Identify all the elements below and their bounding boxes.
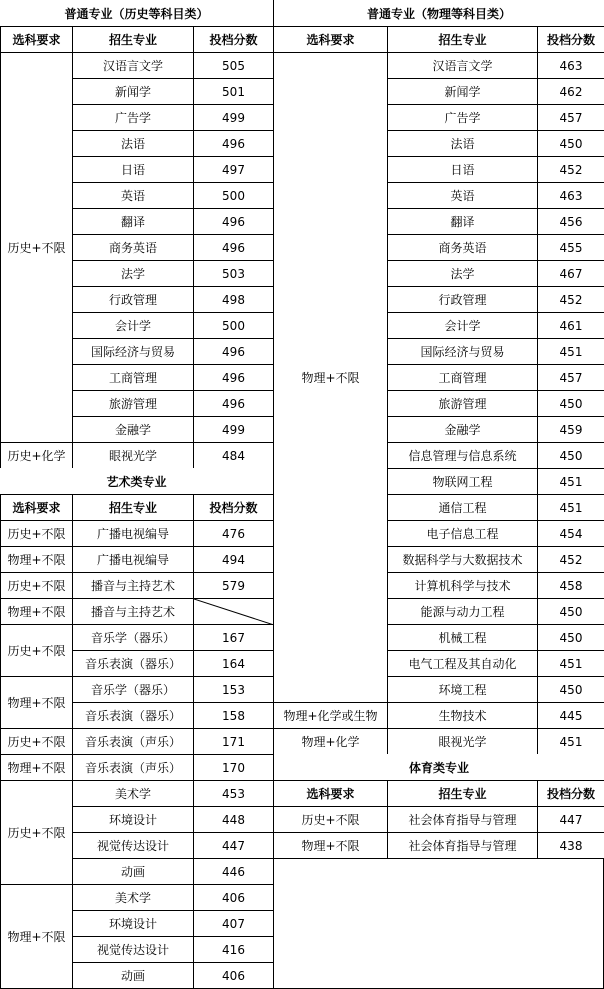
- physics-score-cell: 452: [537, 286, 604, 313]
- art-major-cell: 环境设计: [72, 806, 194, 833]
- art-requirement-cell: 历史+不限: [0, 572, 73, 599]
- art-requirement-cell: 历史+不限: [0, 520, 73, 547]
- art-score-cell: 158: [193, 702, 274, 729]
- physics-score-cell: 451: [537, 650, 604, 677]
- history-header-major: 招生专业: [72, 26, 194, 53]
- sports-header-score: 投档分数: [537, 780, 604, 807]
- physics-major-cell: 金融学: [387, 416, 538, 443]
- art-score-cell: 447: [193, 832, 274, 859]
- history-major-cell: 翻译: [72, 208, 194, 235]
- history-score-cell: 505: [193, 52, 274, 79]
- art-major-cell: 美术学: [72, 884, 194, 911]
- art-major-cell: 动画: [72, 858, 194, 885]
- history-score-cell: 496: [193, 338, 274, 365]
- art-major-cell: 音乐学（器乐）: [72, 624, 194, 651]
- physics-score-cell: 458: [537, 572, 604, 599]
- physics-major-cell: 信息管理与信息系统: [387, 442, 538, 469]
- art-major-cell: 视觉传达设计: [72, 832, 194, 859]
- art-requirement-cell: 历史+不限: [0, 624, 73, 677]
- physics-major-cell: 旅游管理: [387, 390, 538, 417]
- art-major-cell: 音乐表演（声乐）: [72, 728, 194, 755]
- art-requirement-cell: 物理+不限: [0, 884, 73, 989]
- physics-major-cell: 电气工程及其自动化: [387, 650, 538, 677]
- art-score-cell: 153: [193, 676, 274, 703]
- physics-major-cell: 工商管理: [387, 364, 538, 391]
- history-requirement-cell: 历史+不限: [0, 52, 73, 443]
- sports-table-title: 体育类专业: [274, 754, 604, 780]
- physics-score-cell: 455: [537, 234, 604, 261]
- history-score-cell: 499: [193, 104, 274, 131]
- art-score-cell: 407: [193, 910, 274, 937]
- art-requirement-cell: 历史+不限: [0, 728, 73, 755]
- physics-score-cell: 461: [537, 312, 604, 339]
- history-score-cell: 503: [193, 260, 274, 287]
- sports-score-cell: 447: [537, 806, 604, 833]
- art-major-cell: 音乐表演（器乐）: [72, 702, 194, 729]
- history-major-cell: 广告学: [72, 104, 194, 131]
- physics-major-cell: 计算机科学与技术: [387, 572, 538, 599]
- physics-header-requirement: 选科要求: [273, 26, 388, 53]
- history-score-cell: 500: [193, 312, 274, 339]
- sports-header-major: 招生专业: [387, 780, 538, 807]
- history-score-cell: 498: [193, 286, 274, 313]
- physics-score-cell: 463: [537, 52, 604, 79]
- physics-score-cell: 454: [537, 520, 604, 547]
- physics-major-cell: 广告学: [387, 104, 538, 131]
- history-major-cell: 眼视光学: [72, 442, 194, 469]
- physics-header-score: 投档分数: [537, 26, 604, 53]
- history-major-cell: 法学: [72, 260, 194, 287]
- history-score-cell: 499: [193, 416, 274, 443]
- art-header-score: 投档分数: [193, 494, 274, 521]
- art-major-cell: 播音与主持艺术: [72, 572, 194, 599]
- physics-score-cell: 450: [537, 390, 604, 417]
- art-major-cell: 音乐表演（声乐）: [72, 754, 194, 781]
- art-table-title: 艺术类专业: [0, 468, 273, 494]
- history-score-cell: 500: [193, 182, 274, 209]
- physics-score-cell: 445: [537, 702, 604, 729]
- physics-score-cell: 456: [537, 208, 604, 235]
- physics-major-cell: 能源与动力工程: [387, 598, 538, 625]
- physics-score-cell: 462: [537, 78, 604, 105]
- history-score-cell: 501: [193, 78, 274, 105]
- history-major-cell: 国际经济与贸易: [72, 338, 194, 365]
- history-requirement-cell: 历史+化学: [0, 442, 73, 469]
- physics-major-cell: 眼视光学: [387, 728, 538, 755]
- physics-requirement-cell: 物理+化学或生物: [273, 702, 388, 729]
- art-major-cell: 视觉传达设计: [72, 936, 194, 963]
- physics-major-cell: 新闻学: [387, 78, 538, 105]
- art-header-requirement: 选科要求: [0, 494, 73, 521]
- art-score-cell: 446: [193, 858, 274, 885]
- art-major-cell: 动画: [72, 962, 194, 989]
- physics-major-cell: 物联网工程: [387, 468, 538, 495]
- history-score-cell: 496: [193, 130, 274, 157]
- art-score-cell: 167: [193, 624, 274, 651]
- history-major-cell: 汉语言文学: [72, 52, 194, 79]
- art-requirement-cell: 物理+不限: [0, 676, 73, 729]
- history-score-cell: 484: [193, 442, 274, 469]
- physics-major-cell: 法学: [387, 260, 538, 287]
- sports-header-requirement: 选科要求: [273, 780, 388, 807]
- column-divider: [273, 0, 274, 989]
- physics-major-cell: 生物技术: [387, 702, 538, 729]
- history-major-cell: 工商管理: [72, 364, 194, 391]
- history-header-score: 投档分数: [193, 26, 274, 53]
- history-major-cell: 英语: [72, 182, 194, 209]
- sports-requirement-cell: 历史+不限: [273, 806, 388, 833]
- sports-score-cell: 438: [537, 832, 604, 859]
- physics-score-cell: 452: [537, 546, 604, 573]
- empty-score-diagonal: [194, 599, 274, 625]
- history-major-cell: 金融学: [72, 416, 194, 443]
- physics-major-cell: 会计学: [387, 312, 538, 339]
- physics-score-cell: 450: [537, 442, 604, 469]
- art-header-major: 招生专业: [72, 494, 194, 521]
- art-major-cell: 播音与主持艺术: [72, 598, 194, 625]
- art-score-cell: 171: [193, 728, 274, 755]
- art-score-cell: 170: [193, 754, 274, 781]
- physics-major-cell: 汉语言文学: [387, 52, 538, 79]
- art-major-cell: 广播电视编导: [72, 520, 194, 547]
- sports-major-cell: 社会体育指导与管理: [387, 832, 538, 859]
- physics-major-cell: 行政管理: [387, 286, 538, 313]
- physics-score-cell: 451: [537, 338, 604, 365]
- history-score-cell: 496: [193, 234, 274, 261]
- art-score-cell: 476: [193, 520, 274, 547]
- art-score-cell: 579: [193, 572, 274, 599]
- physics-major-cell: 商务英语: [387, 234, 538, 261]
- physics-requirement-cell: 物理+不限: [273, 52, 388, 703]
- art-requirement-cell: 物理+不限: [0, 598, 73, 625]
- history-score-cell: 496: [193, 390, 274, 417]
- physics-score-cell: 451: [537, 494, 604, 521]
- art-score-cell: 406: [193, 962, 274, 989]
- history-major-cell: 商务英语: [72, 234, 194, 261]
- sports-major-cell: 社会体育指导与管理: [387, 806, 538, 833]
- physics-score-cell: 450: [537, 624, 604, 651]
- art-score-cell: [193, 598, 274, 625]
- history-major-cell: 行政管理: [72, 286, 194, 313]
- physics-major-cell: 法语: [387, 130, 538, 157]
- history-table-title: 普通专业（历史等科目类）: [0, 0, 273, 26]
- physics-score-cell: 467: [537, 260, 604, 287]
- physics-header-major: 招生专业: [387, 26, 538, 53]
- physics-score-cell: 459: [537, 416, 604, 443]
- physics-major-cell: 环境工程: [387, 676, 538, 703]
- physics-score-cell: 450: [537, 130, 604, 157]
- art-requirement-cell: 历史+不限: [0, 780, 73, 885]
- physics-score-cell: 457: [537, 364, 604, 391]
- history-score-cell: 496: [193, 364, 274, 391]
- art-major-cell: 环境设计: [72, 910, 194, 937]
- physics-major-cell: 机械工程: [387, 624, 538, 651]
- art-requirement-cell: 物理+不限: [0, 546, 73, 573]
- physics-score-cell: 451: [537, 468, 604, 495]
- art-requirement-cell: 物理+不限: [0, 754, 73, 781]
- history-major-cell: 法语: [72, 130, 194, 157]
- physics-score-cell: 451: [537, 728, 604, 755]
- physics-score-cell: 450: [537, 598, 604, 625]
- physics-major-cell: 电子信息工程: [387, 520, 538, 547]
- sports-requirement-cell: 物理+不限: [273, 832, 388, 859]
- art-major-cell: 美术学: [72, 780, 194, 807]
- history-score-cell: 496: [193, 208, 274, 235]
- physics-major-cell: 数据科学与大数据技术: [387, 546, 538, 573]
- physics-table-title: 普通专业（物理等科目类）: [274, 0, 604, 26]
- physics-major-cell: 通信工程: [387, 494, 538, 521]
- art-score-cell: 453: [193, 780, 274, 807]
- history-major-cell: 旅游管理: [72, 390, 194, 417]
- art-score-cell: 164: [193, 650, 274, 677]
- physics-major-cell: 翻译: [387, 208, 538, 235]
- history-major-cell: 日语: [72, 156, 194, 183]
- history-major-cell: 新闻学: [72, 78, 194, 105]
- physics-score-cell: 452: [537, 156, 604, 183]
- physics-major-cell: 日语: [387, 156, 538, 183]
- physics-score-cell: 457: [537, 104, 604, 131]
- art-score-cell: 416: [193, 936, 274, 963]
- physics-major-cell: 国际经济与贸易: [387, 338, 538, 365]
- physics-major-cell: 英语: [387, 182, 538, 209]
- physics-requirement-cell: 物理+化学: [273, 728, 388, 755]
- history-header-requirement: 选科要求: [0, 26, 73, 53]
- history-major-cell: 会计学: [72, 312, 194, 339]
- physics-score-cell: 450: [537, 676, 604, 703]
- art-major-cell: 音乐学（器乐）: [72, 676, 194, 703]
- art-major-cell: 广播电视编导: [72, 546, 194, 573]
- art-major-cell: 音乐表演（器乐）: [72, 650, 194, 677]
- art-score-cell: 448: [193, 806, 274, 833]
- physics-score-cell: 463: [537, 182, 604, 209]
- art-score-cell: 406: [193, 884, 274, 911]
- history-score-cell: 497: [193, 156, 274, 183]
- art-score-cell: 494: [193, 546, 274, 573]
